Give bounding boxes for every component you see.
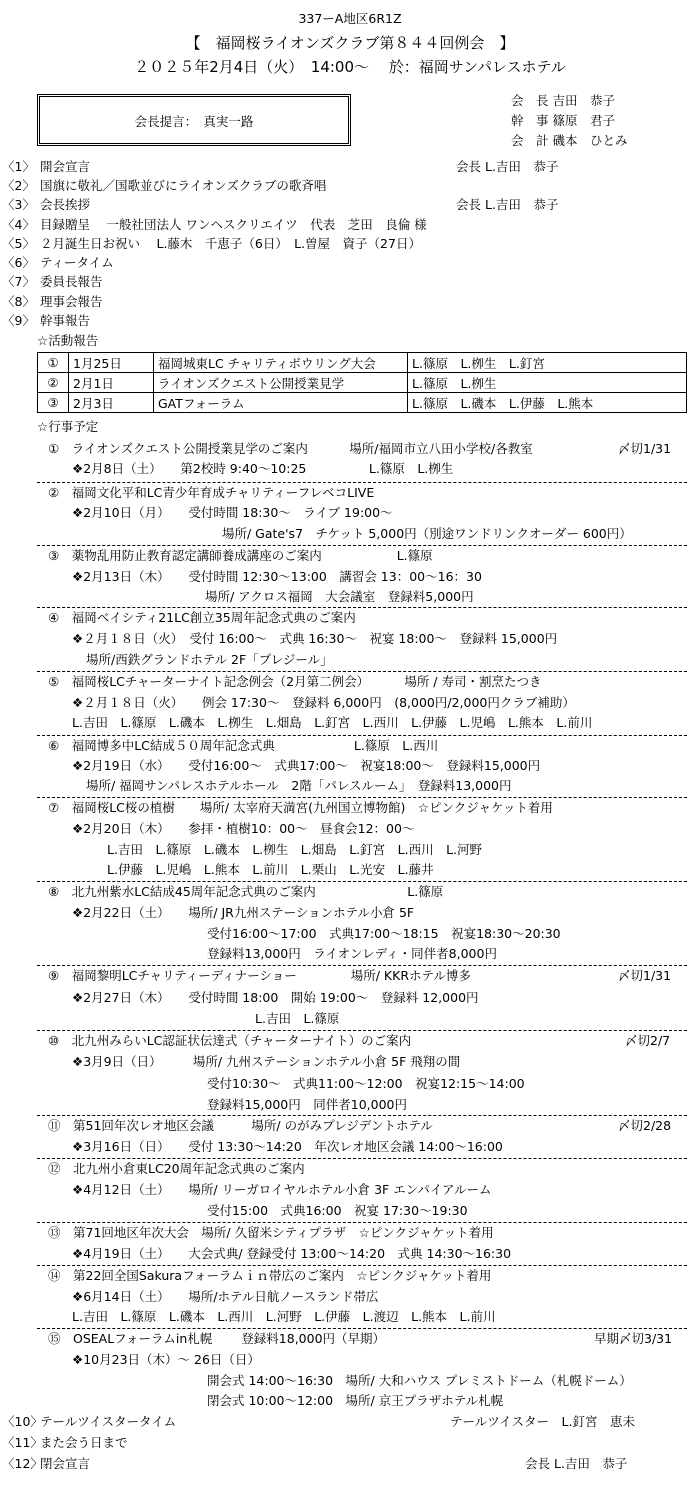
event-detail: L.伊藤 L.児嶋 L.熊本 L.前川 L.栗山 L.光安 L.藤井: [107, 862, 434, 877]
agenda-number: 〈9〉: [2, 313, 35, 328]
event-title: ⑤ 福岡桜LCチャーターナイト記念例会（2月第二例会） 場所 / 寿司・割烹たつき: [48, 674, 542, 689]
divider: [37, 1115, 687, 1116]
agenda-text: 開会宣言: [40, 159, 91, 174]
divider: [37, 1158, 687, 1159]
officer-president: 会 長 吉田 恭子: [511, 93, 615, 108]
activity-number: ②: [38, 373, 69, 393]
agenda-text: 閉会宣言: [40, 1456, 91, 1471]
activity-event: GATフォーラム: [154, 393, 408, 413]
activity-number: ①: [38, 353, 69, 373]
divider: [37, 1222, 687, 1223]
officer-secretary: 幹 事 篠原 君子: [511, 113, 615, 128]
event-deadline: 〆切1/31: [618, 441, 672, 456]
event-detail: ❖10月23日（木）～ 26日（日）: [72, 1352, 260, 1367]
agenda-text: ティータイム: [40, 255, 114, 270]
divider: [37, 797, 687, 798]
district-code: 337ーA地区6R1Z: [298, 11, 402, 26]
agenda-text: 幹事報告: [40, 313, 91, 328]
event-detail: 閉会式 10:00～12:00 場所/ 京王プラザホテル札幌: [207, 1393, 504, 1408]
activity-members: L.篠原 L.栁生 L.釘宮: [408, 353, 687, 373]
agenda-person: 会長 L.吉田 恭子: [456, 197, 559, 212]
event-detail: 開会式 14:00～16:30 場所/ 大和ハウス プレミストドーム（札幌ドーム）: [207, 1373, 632, 1388]
event-title: ⑪ 第51回年次レオ地区会議 場所/ のがみプレジデントホテル: [48, 1118, 433, 1133]
event-detail: ❖2月27日（木） 受付時間 18:00 開始 19:00～ 登録料 12,000円: [72, 990, 479, 1005]
event-deadline: 〆切2/28: [618, 1118, 672, 1133]
divider: [37, 1030, 687, 1031]
event-detail: 場所/ アクロス福岡 大会議室 登録料5,000円: [205, 589, 474, 604]
event-detail: ❖2月20日（木） 参拝・植樹10：00～ 昼食会12：00～: [72, 821, 415, 836]
event-title: ⑨ 福岡黎明LCチャリティーディナーショー 場所/ KKRホテル博多: [48, 968, 471, 983]
agenda-number: 〈6〉: [2, 255, 35, 270]
table-row: [38, 373, 687, 393]
event-detail: L.吉田 L.篠原 L.磯本 L.栁生 L.畑島 L.釘宮 L.西川 L.河野: [107, 842, 483, 857]
president-proposal-box: [37, 94, 351, 146]
agenda-number: 〈12〉: [2, 1456, 43, 1471]
event-detail: 場所/ 福岡サンパレスホテルホール 2階「パレスルーム」 登録料13,000円: [86, 778, 512, 793]
event-title: ② 福岡文化平和LC青少年育成チャリティーフレベコLIVE: [48, 485, 375, 500]
event-deadline: 早期〆切3/31: [594, 1331, 673, 1346]
agenda-number: 〈5〉: [2, 236, 35, 251]
event-detail: 受付16:00～17:00 式典17:00～18:15 祝宴18:30～20:30: [207, 926, 561, 941]
event-title: ⑩ 北九州みらいLC認証状伝達式（チャーターナイト）のご案内: [48, 1033, 412, 1048]
event-detail: ❖２月１８日（火） 例会 17:30～ 登録料 6,000円 (8,000円/2,000円クラブ補助）: [72, 695, 575, 710]
activity-date: 2月1日: [69, 373, 154, 393]
agenda-text: 国旗に敬礼／国歌並びにライオンズクラブの歌斉唱: [40, 178, 327, 193]
event-title: ④ 福岡ベイシティ21LC創立35周年記念式典のご案内: [48, 610, 356, 625]
event-title: ⑧ 北九州紫水LC結成45周年記念式典のご案内 L.篠原: [48, 884, 444, 899]
event-detail: 登録料13,000円 ライオンレディ・同伴者8,000円: [207, 946, 497, 961]
event-detail: ❖2月8日（土） 第2校時 9:40～10:25 L.篠原 L.栁生: [72, 461, 454, 476]
agenda-person: テールツイスター L.釘宮 恵未: [450, 1414, 635, 1429]
meeting-datetime: ２０２５年2月4日（火） 14:00～ 於：福岡サンパレスホテル: [134, 58, 566, 76]
activity-event: 福岡城東LC チャリティボウリング大会: [154, 353, 408, 373]
agenda-number: 〈7〉: [2, 274, 35, 289]
event-title: ⑬ 第71回地区年次大会 場所/ 久留米シティプラザ ☆ピンクジャケット着用: [48, 1225, 494, 1240]
agenda-number: 〈8〉: [2, 294, 35, 309]
agenda-number: 〈11〉: [2, 1435, 43, 1450]
divider: [37, 607, 687, 608]
agenda-number: 〈10〉: [2, 1414, 43, 1429]
agenda-text: また会う日まで: [40, 1435, 128, 1450]
agenda-number: 〈2〉: [2, 178, 35, 193]
event-detail: L.吉田 L.篠原 L.磯本 L.栁生 L.畑島 L.釘宮 L.西川 L.伊藤 L.児嶋 L.熊本 L.前川: [72, 715, 593, 730]
event-detail: 登録料15,000円 同伴者10,000円: [207, 1097, 407, 1112]
event-detail: 受付10:30～ 式典11:00～12:00 祝宴12:15～14:00: [207, 1076, 525, 1091]
event-title: ⑮ OSEALフォーラムin札幌 登録料18,000円（早期）: [48, 1331, 386, 1346]
agenda-person: 会長 L.吉田 恭子: [525, 1456, 628, 1471]
meeting-title: 【 福岡桜ライオンズクラブ第８４４回例会 】: [185, 34, 515, 52]
agenda-text: 会長挨拶: [40, 197, 91, 212]
table-row: [38, 393, 687, 413]
event-detail: ❖4月12日（土） 場所/ リーガロイヤルホテル小倉 3F エンパイアルーム: [72, 1182, 492, 1197]
activity-report-table: [37, 352, 687, 413]
event-title: ⑭ 第22回全国Sakuraフォーラムｉｎ帯広のご案内 ☆ピンクジャケット着用: [48, 1268, 492, 1283]
activity-members: L.篠原 L.栁生: [408, 373, 687, 393]
divider: [37, 1265, 687, 1266]
agenda-number: 〈3〉: [2, 197, 35, 212]
event-detail: ❖２月１８日（火） 受付 16:00～ 式典 16:30～ 祝宴 18:00～ 登録料 15,000円: [72, 631, 558, 646]
event-detail: 場所/ Gate's7 チケット 5,000円（別途ワンドリンクオーダー 600円）: [222, 526, 632, 541]
event-detail: ❖2月19日（水） 受付16:00～ 式典17:00～ 祝宴18:00～ 登録料15,000円: [72, 758, 541, 773]
event-title: ⑦ 福岡桜LC桜の植樹 場所/ 太宰府天満宮(九州国立博物館) ☆ピンクジャケット着用: [48, 800, 553, 815]
event-detail: L.吉田 L.篠原: [255, 1011, 340, 1026]
activity-report-heading: ☆活動報告: [37, 333, 99, 348]
event-detail: ❖2月22日（土） 場所/ JR九州ステーションホテル小倉 5F: [72, 905, 415, 920]
event-title: ⑥ 福岡博多中LC結成５０周年記念式典 L.篠原 L.西川: [48, 738, 439, 753]
event-detail: ❖4月19日（土） 大会式典/ 登録受付 13:00～14:20 式典 14:30～16:30: [72, 1246, 512, 1261]
agenda-person: 会長 L.吉田 恭子: [456, 159, 559, 174]
event-title: ⑫ 北九州小倉東LC20周年記念式典のご案内: [48, 1161, 305, 1176]
event-detail: 受付15:00 式典16:00 祝宴 17:30～19:30: [207, 1203, 468, 1218]
activity-date: 2月3日: [69, 393, 154, 413]
event-detail: 場所/西鉄グランドホテル 2F「プレジール」: [86, 652, 333, 667]
agenda-text: テールツイスタータイム: [40, 1414, 177, 1429]
agenda-text: 理事会報告: [40, 294, 103, 309]
event-detail: ❖3月9日（日） 場所/ 九州ステーションホテル小倉 5F 飛翔の間: [72, 1054, 461, 1069]
divider: [37, 545, 687, 546]
event-deadline: 〆切1/31: [618, 968, 672, 983]
agenda-number: 〈4〉: [2, 217, 35, 232]
divider: [37, 1328, 687, 1329]
divider: [37, 881, 687, 882]
activity-members: L.篠原 L.磯本 L.伊藤 L.熊本: [408, 393, 687, 413]
proposal-text: 会長提言： 真実一路: [134, 114, 254, 129]
event-detail: ❖3月16日（日） 受付 13:30～14:20 年次レオ地区会議 14:00～16:00: [72, 1139, 503, 1154]
table-row: [38, 353, 687, 373]
agenda-text: ２月誕生日お祝い L.藤木 千恵子（6日） L.曽屋 資子（27日）: [40, 236, 421, 251]
agenda-text: 目録贈呈 一般社団法人 ワンヘスクリエイツ 代表 芝田 良倫 様: [40, 217, 427, 232]
divider: [37, 482, 687, 483]
event-title: ① ライオンズクエスト公開授業見学のご案内 場所/福岡市立八田小学校/各教室: [48, 441, 533, 456]
activity-date: 1月25日: [69, 353, 154, 373]
divider: [37, 735, 687, 736]
event-detail: ❖2月10日（月） 受付時間 18:30～ ライブ 19:00～: [72, 505, 393, 520]
agenda-number: 〈1〉: [2, 159, 35, 174]
activity-number: ③: [38, 393, 69, 413]
activity-event: ライオンズクエスト公開授業見学: [154, 373, 408, 393]
schedule-heading: ☆行事予定: [37, 419, 99, 434]
agenda-text: 委員長報告: [40, 274, 103, 289]
event-title: ③ 薬物乱用防止教育認定講師養成講座のご案内 L.篠原: [48, 548, 433, 563]
officer-treasurer: 会 計 磯本 ひとみ: [511, 133, 628, 148]
divider: [37, 965, 687, 966]
event-deadline: 〆切2/7: [625, 1033, 671, 1048]
event-detail: ❖2月13日（木） 受付時間 12:30～13:00 講習会 13：00～16：30: [72, 569, 482, 584]
event-detail: L.吉田 L.篠原 L.磯本 L.西川 L.河野 L.伊藤 L.渡辺 L.熊本 L.前川: [72, 1309, 496, 1324]
divider: [37, 671, 687, 672]
event-detail: ❖6月14日（土） 場所/ホテル日航ノースランド帯広: [72, 1289, 379, 1304]
